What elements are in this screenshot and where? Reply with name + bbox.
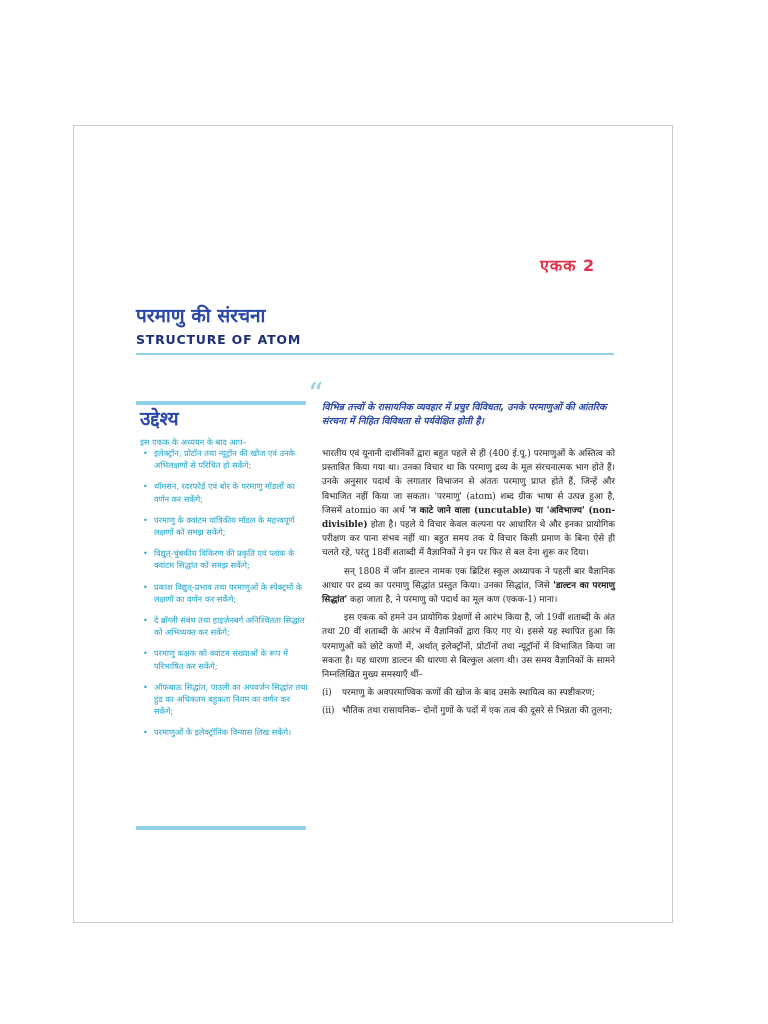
chapter-quote: विभिन्न तत्त्वों के रासायनिक व्यवहार में प्रचुर विविधता, उनके परमाणुओं की आंतरिक संरचना में निहित विविधता से पर्यवेक्षित होती है। — [322, 402, 607, 427]
enum-item: (i) परमाणु के अवपरमाण्विक कणों की खोज के बाद उसके स्थायित्व का स्पष्टीकरण; — [322, 688, 595, 699]
bullet-icon: • — [143, 514, 148, 525]
objective-item: • थॉमसन, रदरफोर्ड एवं बोर के परमाणु मॉडलों का वर्णन कर सकेंगे; — [143, 481, 295, 504]
bullet-icon: • — [143, 481, 148, 492]
chapter-title-english: STRUCTURE OF ATOM — [136, 332, 302, 347]
objective-item: • परमाणु कक्षक को क्वांटम संख्याओं के रूप में परिभाषित कर सकेंगे; — [143, 648, 288, 671]
objectives-heading: उद्देश्य — [140, 408, 179, 430]
objective-item: • प्रकाश विद्युत्-प्रभाव तथा परमाणुओं के स्पेक्ट्रमों के लक्षणों का वर्णन कर सकेंगे; — [143, 581, 303, 604]
bullet-icon: • — [143, 548, 148, 559]
bullet-icon: • — [143, 581, 148, 592]
bullet-icon: • — [143, 615, 148, 626]
body-text — [322, 447, 615, 723]
unit-label: एकक 2 — [540, 256, 596, 275]
objectives-intro: इस एकक के अध्ययन के बाद आप– — [140, 437, 247, 447]
bullet-icon: • — [143, 648, 148, 659]
quote-mark-icon: “ — [308, 377, 324, 412]
objective-item: • इलेक्ट्रॉन, प्रोटॉन तथा न्यूट्रॉन की खोज एवं उनके अभिलक्षणों से परिचित हो सकेंगे; — [143, 448, 295, 471]
enum-item: (ii) भौतिक तथा रासायनिक– दोनों गुणों के पदों में एक तत्व की दूसरे से भिन्नता की तुलना; — [322, 706, 613, 717]
paragraph: भारतीय एवं यूनानी दार्शनिकों द्वारा बहुत पहले से ही (400 ई.पू.) परमाणुओं के अस्तित्व को प्रस्तावित किया गया था। उनका विचार था कि परमाणु द्रव्य के मूल संरचनात्मक भाग होते हैं। उनके अनुसार पदार्थ के लगातार विभाजन से अंततः परमाणु प्राप्त होते हैं, जिन्हें और विभाजित नहीं किया जा सकता। 'परमाणु' (atom) शब्द ग्रीक भाषा से उत्पन्न हुआ है, जिसमें atomio का अर्थ 'न काटे जाने वाला (uncutable) या 'अविभाज्य' (non-divisible) होता है। पहले ये विचार केवल कल्पना पर आधारित थे और इनका प्रायोगिक परीक्षण कर पाना संभव नहीं था। बहुत समय तक ये विचार किसी प्रमाण के बिना ऐसे ही चलते रहे, परंतु 18वीं शताब्दी में वैज्ञानिकों ने इन पर फिर से बल देना शुरू कर दिया। — [322, 449, 615, 559]
objective-item: • परमाणुओं के इलेक्ट्रॉनिक विन्यास लिख सकेंगे। — [143, 727, 292, 738]
paragraph: इस एकक को हमने उन प्रायोगिक प्रेक्षणों से आरंभ किया है, जो 19वीं शताब्दी के अंत तथा 20 वीं शताब्दी के आरंभ में वैज्ञानिकों द्वारा किए गए थे। इससे यह स्थापित हुआ कि परमाणुओं को छोटे कणों में, अर्थात् इलेक्ट्रॉनों, प्रोटॉनों तथा न्यूट्रॉनों में विभाजित किया जा सकता है। यह धारणा डाल्टन की धारणा से बिल्कुल अलग थी। उस समय वैज्ञानिकों के सामने निम्नलिखित मुख्य समस्याएँ थीं– — [322, 613, 615, 681]
bullet-icon: • — [143, 727, 148, 738]
objectives-list — [140, 447, 308, 748]
title-divider — [136, 353, 614, 355]
objective-item: • दे ब्रॉग्ली संबंध तथा हाइज़ेनबर्ग अनिश्चितता सिद्धांत को अभिव्यक्त कर सकेंगे; — [143, 615, 305, 638]
bullet-icon: • — [143, 448, 148, 458]
objective-item: • परमाणु के क्वांटम यांत्रिकीय मॉडल के महत्त्वपूर्ण लक्षणों को समझ सकेंगे; — [143, 514, 295, 538]
objective-item: • विद्युत्-चुंबकीय विकिरण की प्रकृति एवं प्लांक के क्वांटम सिद्धांत को समझ सकेंगे; — [143, 548, 295, 571]
bullet-icon: • — [143, 681, 148, 692]
chapter-title-hindi: परमाणु की संरचना — [136, 305, 266, 327]
objective-item: • ऑफबाऊ सिद्धांत, पाउली का अपवर्जन सिद्धांत तथा हुंड का अधिकतम बहुकता नियम का वर्णन कर सकेंगे; — [143, 681, 308, 717]
objectives-bottom-bar — [136, 826, 306, 830]
paragraph: सन् 1808 में जॉन डाल्टन नामक एक ब्रिटिश स्कूल अध्यापक ने पहली बार वैज्ञानिक आधार पर द्रव्य का परमाणु सिद्धांत प्रस्तुत किया। उनका सिद्धांत, जिसे 'डाल्टन का परमाणु सिद्धांत' कहा जाता है, ने परमाणु को पदार्थ का मूल कण (एकक-1) माना। — [322, 566, 616, 606]
